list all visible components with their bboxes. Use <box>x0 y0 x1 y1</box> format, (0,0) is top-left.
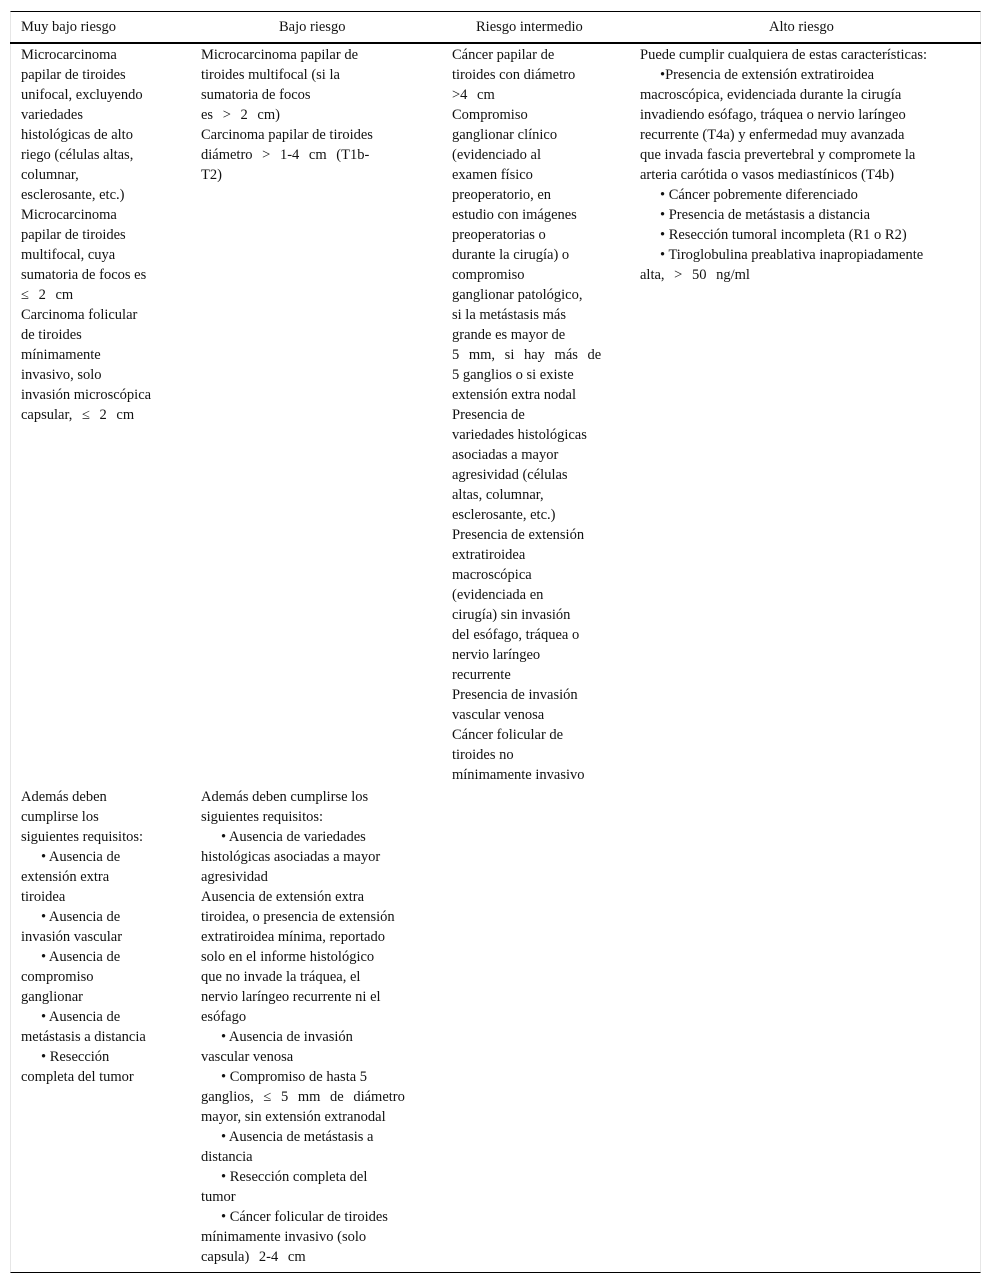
text-line: siguientes requisitos: <box>21 829 144 845</box>
text-line: agresividad (células <box>452 467 568 483</box>
text-line: 5 mm, si hay más de <box>452 347 602 363</box>
text-line: ganglionar <box>21 989 84 1005</box>
text-line: capsula) 2-4 cm <box>201 1249 306 1265</box>
bullet-item: • Ausencia de invasión <box>221 1029 353 1045</box>
text-line: Presencia de <box>452 407 525 423</box>
text-line: Compromiso <box>452 107 528 123</box>
text-line: esófago <box>201 1009 247 1025</box>
text-line: cumplirse los <box>21 809 99 825</box>
text-line: extensión extra <box>21 869 110 885</box>
text-line: vascular venosa <box>201 1049 294 1065</box>
text-line: papilar de tiroides <box>21 67 126 83</box>
text-line: mínimamente <box>21 347 101 363</box>
header-muy-bajo-riesgo: Muy bajo riesgo <box>21 19 117 35</box>
text-line: unifocal, excluyendo <box>21 87 143 103</box>
text-line: esclerosante, etc.) <box>21 187 125 203</box>
text-line: de tiroides <box>21 327 82 343</box>
text-line: Cáncer papilar de <box>452 47 555 63</box>
text-line: invasivo, solo <box>21 367 102 383</box>
bullet-item: • Ausencia de <box>41 849 121 865</box>
bullet-item: • Cáncer pobremente diferenciado <box>660 187 858 203</box>
text-line: invasión microscópica <box>21 387 152 403</box>
text-line: completa del tumor <box>21 1069 134 1085</box>
text-line: Presencia de extensión <box>452 527 585 543</box>
text-line: Además deben <box>21 789 107 805</box>
bullet-item: • Compromiso de hasta 5 <box>221 1069 368 1085</box>
text-line: histológicas asociadas a mayor <box>201 849 381 865</box>
text-line: multifocal, cuya <box>21 247 116 263</box>
text-line: macroscópica, evidenciada durante la cirugía <box>640 87 902 103</box>
bullet-item: • Ausencia de <box>41 909 121 925</box>
text-line: estudio con imágenes <box>452 207 577 223</box>
text-line: extratiroidea <box>452 547 526 563</box>
bullet-item: • Resección <box>41 1049 110 1065</box>
text-line: Ausencia de extensión extra <box>201 889 365 905</box>
bullet-item: • Cáncer folicular de tiroides <box>221 1209 388 1225</box>
text-line: ≤ 2 cm <box>21 287 74 303</box>
bullet-item: • Tiroglobulina preablativa inapropiadamente <box>660 247 924 263</box>
bullet-item: • Ausencia de <box>41 949 121 965</box>
text-line: arteria carótida o vasos mediastínicos (T4b) <box>640 167 895 183</box>
text-line: recurrente <box>452 667 511 683</box>
text-line: columnar, <box>21 167 79 183</box>
text-line: 5 ganglios o si existe <box>452 367 574 383</box>
text-line: es > 2 cm) <box>201 107 280 123</box>
bullet-item: • Ausencia de metástasis a <box>221 1129 374 1145</box>
text-line: Puede cumplir cualquiera de estas características: <box>640 47 928 63</box>
text-line: variedades <box>21 107 83 123</box>
text-line: macroscópica <box>452 567 532 583</box>
text-line: compromiso <box>21 969 94 985</box>
cell-alto-criterios <box>640 45 927 285</box>
text-line: histológicas de alto <box>21 127 133 143</box>
text-line: (evidenciada en <box>452 587 544 603</box>
text-line: sumatoria de focos es <box>21 267 147 283</box>
text-line: metástasis a distancia <box>21 1029 146 1045</box>
text-line: T2) <box>201 167 222 183</box>
text-line: alta, > 50 ng/ml <box>640 267 750 283</box>
text-line: cirugía) sin invasión <box>452 607 571 623</box>
text-line: mayor, sin extensión extranodal <box>201 1109 386 1125</box>
text-line: ganglios, ≤ 5 mm de diámetro <box>201 1089 405 1105</box>
bullet-item: • Ausencia de <box>41 1009 121 1025</box>
text-line: esclerosante, etc.) <box>452 507 556 523</box>
text-line: Microcarcinoma <box>21 207 117 223</box>
cell-bajo-criterios <box>201 45 373 185</box>
text-line: mínimamente invasivo (solo <box>201 1229 367 1245</box>
text-line: Microcarcinoma papilar de <box>201 47 359 63</box>
text-line: extratiroidea mínima, reportado <box>201 929 385 945</box>
text-line: del esófago, tráquea o <box>452 627 580 643</box>
text-line: ganglionar clínico <box>452 127 558 143</box>
text-line: que no invade la tráquea, el <box>201 969 361 985</box>
cell-muy-bajo-requisitos <box>21 787 146 1087</box>
bullet-item: • Resección tumoral incompleta (R1 o R2) <box>660 227 907 243</box>
text-line: preoperatorio, en <box>452 187 552 203</box>
text-line: papilar de tiroides <box>21 227 126 243</box>
cell-bajo-requisitos <box>201 787 405 1267</box>
text-line: nervio laríngeo <box>452 647 541 663</box>
text-line: diámetro > 1-4 cm (T1b- <box>201 147 370 163</box>
text-line: variedades histológicas <box>452 427 587 443</box>
text-line: solo en el informe histológico <box>201 949 375 965</box>
cell-muy-bajo-criterios <box>21 45 151 425</box>
text-line: recurrente (T4a) y enfermedad muy avanzada <box>640 127 905 143</box>
bullet-item: • Presencia de metástasis a distancia <box>660 207 871 223</box>
text-line: tiroides multifocal (si la <box>201 67 340 83</box>
text-line: capsular, ≤ 2 cm <box>21 407 135 423</box>
text-line: distancia <box>201 1149 253 1165</box>
text-line: Microcarcinoma <box>21 47 117 63</box>
text-line: ganglionar patológico, <box>452 287 583 303</box>
text-line: invadiendo esófago, tráquea o nervio laríngeo <box>640 107 906 123</box>
bullet-item: • Resección completa del <box>221 1169 368 1185</box>
text-line: tiroides con diámetro <box>452 67 576 83</box>
text-line: vascular venosa <box>452 707 545 723</box>
bullet-item: •Presencia de extensión extratiroidea <box>660 67 875 83</box>
text-line: extensión extra nodal <box>452 387 577 403</box>
text-line: nervio laríngeo recurrente ni el <box>201 989 381 1005</box>
text-line: durante la cirugía) o <box>452 247 570 263</box>
text-line: (evidenciado al <box>452 147 541 163</box>
text-line: Carcinoma papilar de tiroides <box>201 127 373 143</box>
text-line: Además deben cumplirse los <box>201 789 369 805</box>
text-line: compromiso <box>452 267 525 283</box>
text-line: tiroidea, o presencia de extensión <box>201 909 395 925</box>
text-line: examen físico <box>452 167 533 183</box>
text-line: invasión vascular <box>21 929 123 945</box>
text-line: riego (células altas, <box>21 147 134 163</box>
text-line: sumatoria de focos <box>201 87 311 103</box>
text-line: asociadas a mayor <box>452 447 559 463</box>
text-line: tiroidea <box>21 889 66 905</box>
text-line: tumor <box>201 1189 236 1205</box>
header-alto-riesgo: Alto riesgo <box>769 19 834 35</box>
header-riesgo-intermedio: Riesgo intermedio <box>476 19 583 35</box>
cell-intermedio-criterios <box>452 45 601 785</box>
text-line: >4 cm <box>452 87 495 103</box>
text-line: grande es mayor de <box>452 327 566 343</box>
text-line: agresividad <box>201 869 268 885</box>
text-line: Presencia de invasión <box>452 687 578 703</box>
text-line: Cáncer folicular de <box>452 727 564 743</box>
text-line: Carcinoma folicular <box>21 307 138 323</box>
text-line: si la metástasis más <box>452 307 566 323</box>
text-line: que invada fascia prevertebral y compromete la <box>640 147 916 163</box>
text-line: altas, columnar, <box>452 487 544 503</box>
text-line: tiroides no <box>452 747 514 763</box>
text-line: preoperatorias o <box>452 227 546 243</box>
header-bajo-riesgo: Bajo riesgo <box>279 19 346 35</box>
header-divider <box>10 42 981 44</box>
bullet-item: • Ausencia de variedades <box>221 829 366 845</box>
text-line: mínimamente invasivo <box>452 767 585 783</box>
text-line: siguientes requisitos: <box>201 809 324 825</box>
